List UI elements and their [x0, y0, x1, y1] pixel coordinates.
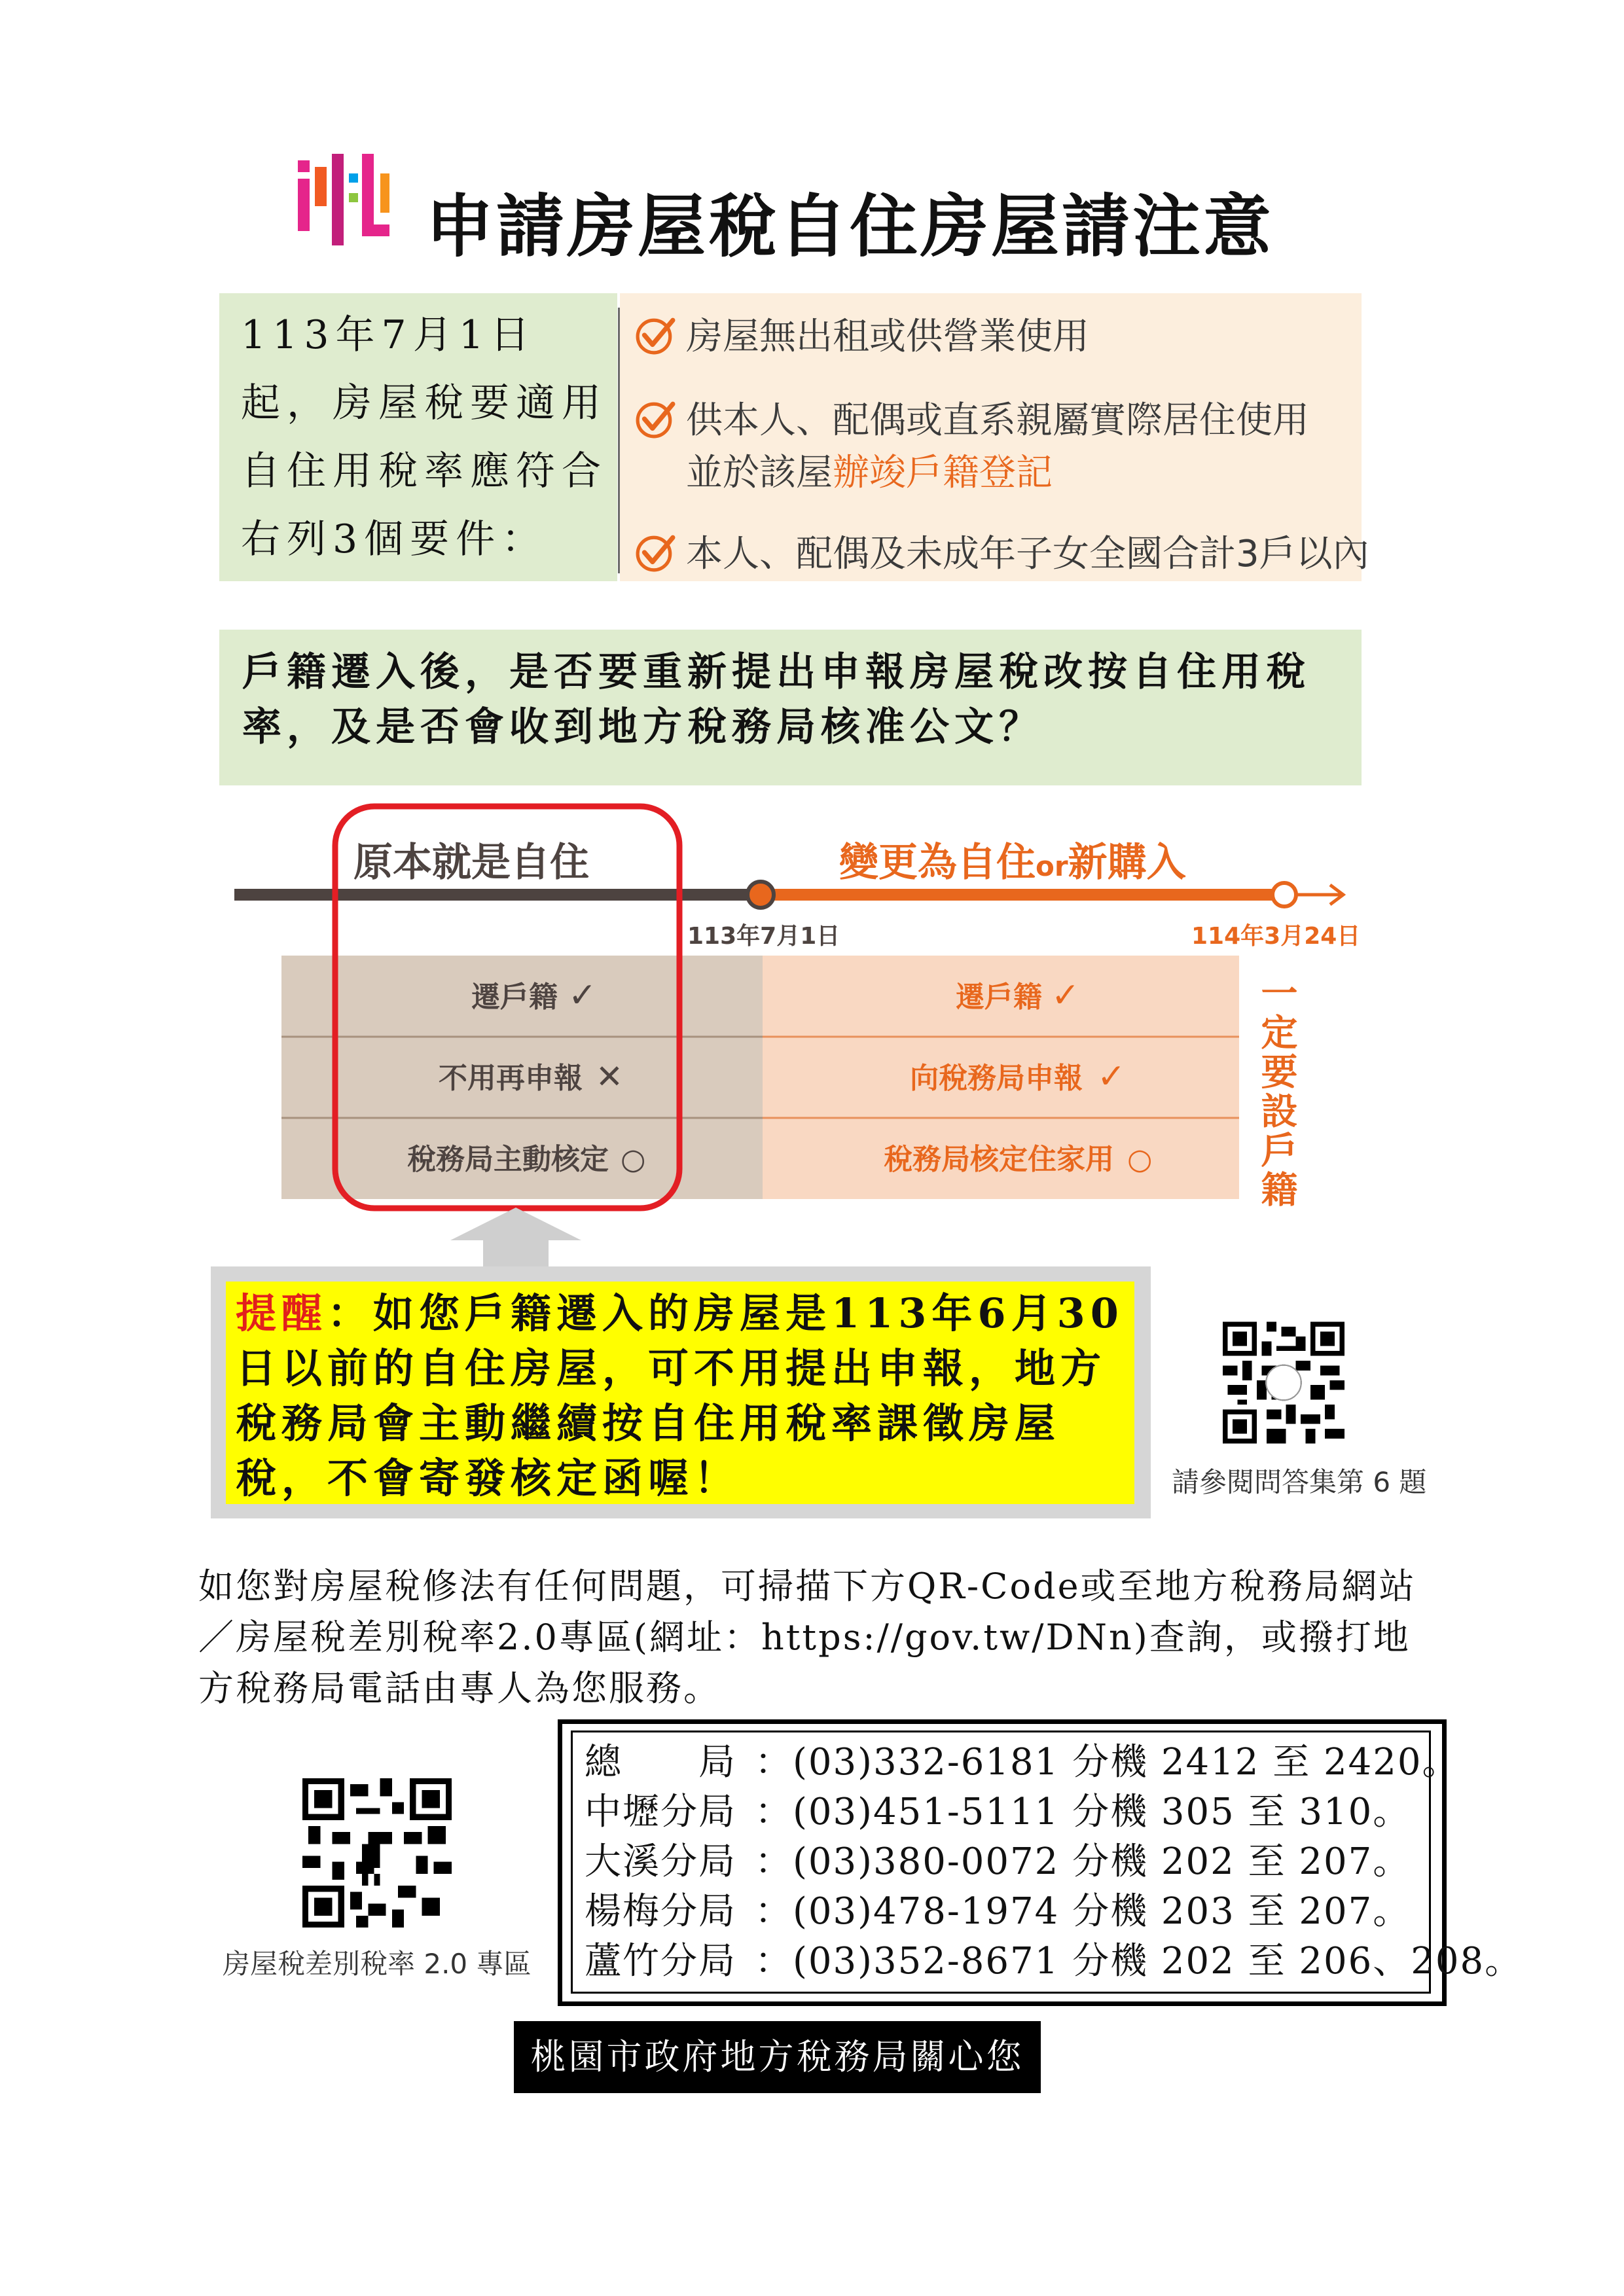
requirement-item	[635, 312, 1089, 363]
left-row-label: 遷戶籍	[471, 980, 558, 1014]
right-heading-a: 變更為自住	[839, 840, 1036, 886]
check-circle-icon	[635, 532, 676, 573]
requirement-highlight: 辦竣戶籍登記	[833, 452, 1053, 494]
left-row-mark: ✕	[596, 1058, 623, 1096]
side-note: 一定要設戶籍	[1255, 974, 1298, 1210]
right-heading-or: or	[1036, 850, 1068, 882]
right-row-mark: ✓	[1097, 1057, 1126, 1096]
question-text: 戶籍遷入後，是否要重新提出申報房屋稅改按自住用稅率，及是否會收到地方稅務局核准公文？	[242, 649, 1310, 750]
reminder-text	[236, 1286, 1132, 1506]
requirements-intro: 113年7月1日起，房屋稅要適用自住用稅率應符合右列3個要件：	[241, 312, 607, 562]
contact-phone[interactable]: ：(03)478-1974 分機 203 至 207。	[755, 1890, 1411, 1933]
requirement-item	[635, 529, 1369, 580]
requirement-text: 供本人、配偶或直系親屬實際居住使用	[686, 399, 1309, 442]
left-row-label: 不用再申報	[439, 1062, 583, 1095]
reminder-body: ：如您戶籍遷入的房屋是113年6月30日以前的自住房屋，可不用提出申報，地方稅務局會主動繼續按自住用稅率課徵房屋稅，不會寄發核定函喔！	[236, 1289, 1124, 1502]
contact-row	[585, 1937, 1523, 1986]
contact-name: 中壢分局	[585, 1791, 736, 1833]
timeline-diagram	[229, 798, 1362, 1217]
taoyuan-city-logo-icon	[291, 147, 396, 252]
contact-row	[585, 1887, 1411, 1937]
right-heading	[839, 840, 1186, 886]
qr-faq-caption: 請參閱問答集第 6 題	[1172, 1466, 1427, 1498]
right-row-mark: ○	[1127, 1143, 1153, 1176]
requirement-text: 本人、配偶及未成年子女全國合計3戶以內	[686, 533, 1369, 575]
right-row-mark: ✓	[1051, 976, 1080, 1015]
right-row-label: 向稅務局申報	[910, 1062, 1083, 1095]
right-row-label: 稅務局核定住家用	[884, 1143, 1114, 1176]
qr-code-icon[interactable]	[302, 1775, 452, 1931]
footer-text: 桃園市政府地方稅務局關心您	[530, 2036, 1024, 2077]
contact-row	[585, 1738, 1460, 1787]
contact-name: 楊梅分局	[585, 1890, 736, 1933]
qr-zone-caption: 房屋稅差別稅率 2.0 專區	[223, 1948, 532, 1980]
contact-row	[585, 1787, 1411, 1837]
reminder-head: 提醒	[236, 1289, 328, 1337]
requirement-item-continued	[686, 448, 1053, 499]
check-circle-icon	[635, 399, 676, 439]
timeline-end-marker	[1272, 883, 1296, 906]
date-mid: 113年7月1日	[687, 923, 840, 950]
qr-code-icon[interactable]	[1223, 1319, 1344, 1446]
date-end: 114年3月24日	[1191, 923, 1361, 950]
left-heading: 原本就是自住	[353, 840, 589, 886]
left-row-mark: ○	[621, 1143, 646, 1176]
page-title: 申請房屋稅自住房屋請注意	[425, 187, 1274, 266]
contact-name: 大溪分局	[585, 1840, 736, 1883]
requirement-item	[635, 395, 1309, 446]
contact-phone[interactable]: ：(03)380-0072 分機 202 至 207。	[755, 1840, 1411, 1883]
contact-phone[interactable]: ：(03)451-5111 分機 305 至 310。	[755, 1791, 1411, 1833]
contact-name: 蘆竹分局	[585, 1940, 736, 1982]
info-paragraph: 如您對房屋稅修法有任何問題，可掃描下方QR-Code或至地方稅務局網站／房屋稅差別稅率2.0專區(網址：https://gov.tw/DNn)查詢，或撥打地方稅務局電話由專人為您服務。	[198, 1566, 1416, 1709]
contact-row	[585, 1837, 1411, 1887]
requirement-text: 並於該屋	[686, 452, 833, 494]
left-row-label: 稅務局主動核定	[407, 1143, 609, 1176]
timeline-mid-marker	[748, 882, 774, 908]
contact-name: 總 局	[585, 1741, 736, 1784]
right-heading-b: 新購入	[1068, 840, 1186, 886]
check-circle-icon	[635, 315, 676, 355]
right-row-label: 遷戶籍	[956, 980, 1042, 1014]
left-row-mark: ✓	[568, 976, 597, 1015]
requirement-text: 房屋無出租或供營業使用	[686, 315, 1089, 358]
contact-phone[interactable]: ：(03)352-8671 分機 202 至 206、208。	[755, 1940, 1523, 1982]
contact-phone[interactable]: ：(03)332-6181 分機 2412 至 2420。	[755, 1741, 1460, 1784]
